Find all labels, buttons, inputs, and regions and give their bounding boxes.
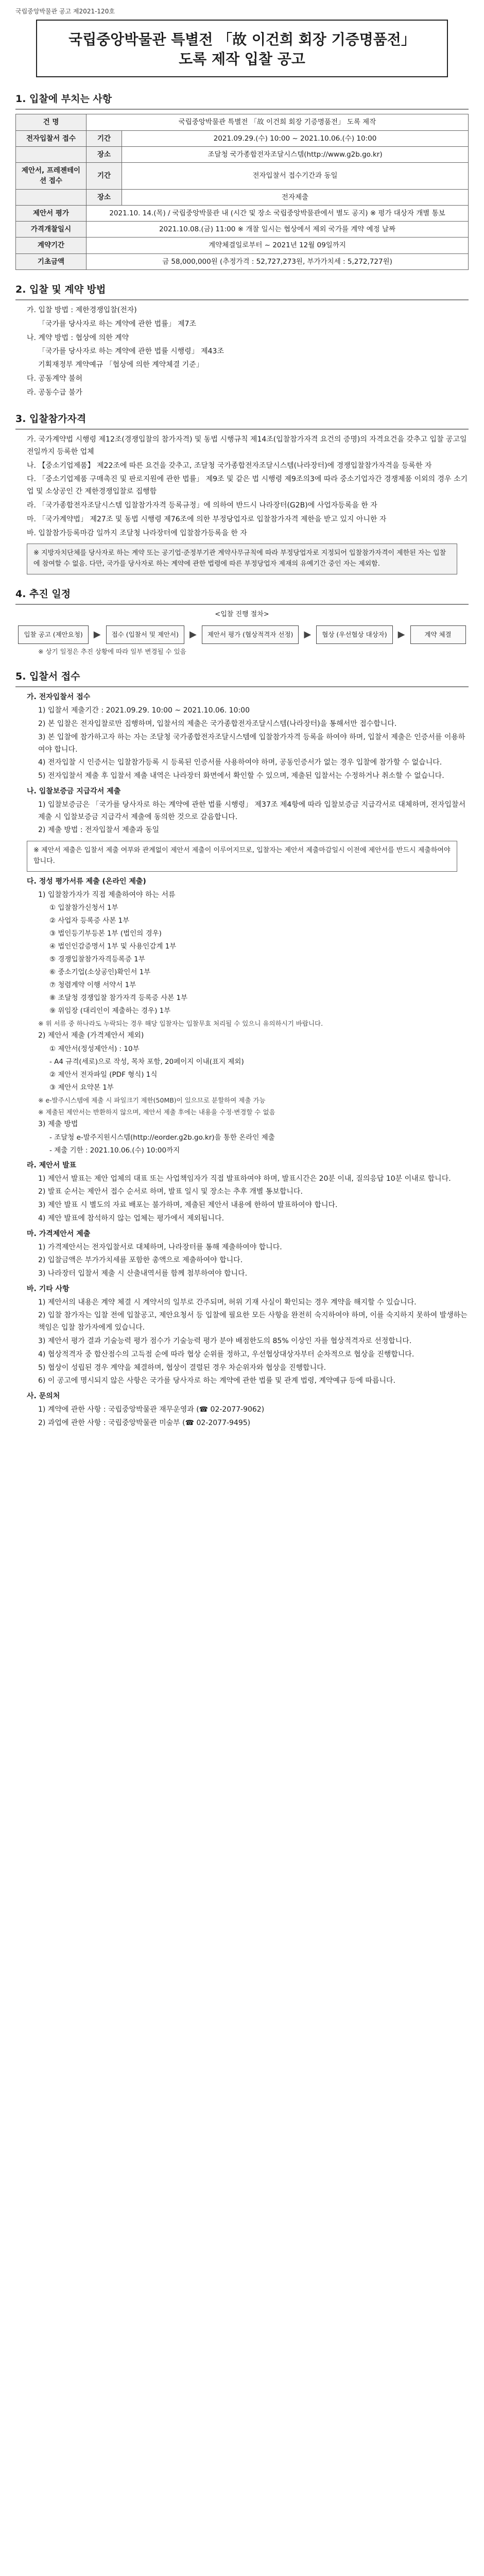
section-5-line: ① 제안서(정성제안서) : 10부 <box>49 1044 140 1053</box>
info-row <box>16 130 469 146</box>
info-row-value: 2021.10. 14.(목) / 국립중앙박물관 내 (시간 및 장소 국립중앙박물관에서 별도 공지) ※ 평가 대상자 개별 통보 <box>87 205 469 221</box>
section-5-line: ⑦ 청렴계약 이행 서약서 1부 <box>49 980 136 989</box>
section-5-note-box: ※ 제안서 제출은 입찰서 제출 여부와 관계없이 제안서 제출이 이루어지므로, 입찰자는 제안서 제출마감일시 이전에 제안서를 반드시 제출하여야 합니다. <box>27 841 457 872</box>
section-5-step: 가. 전자입찰서 접수 <box>27 693 91 702</box>
info-row-value: 전자입찰서 접수기간과 동일 <box>122 163 469 190</box>
section-5-step: 나. 입찰보증금 지급각서 제출 <box>27 787 121 795</box>
title-line-2: 도록 제작 입찰 공고 <box>179 50 305 68</box>
notice-id: 국립중앙박물관 공고 제2021-120호 <box>15 8 115 15</box>
section-5-line: 2) 본 입찰은 전자입찰로만 집행하며, 입찰서의 제출은 국가종합전자조달시스템(나라장터)을 통해서만 접수합니다. <box>38 719 397 728</box>
section-5-line: 1) 제안서 발표는 제안 업체의 대표 또는 사업책임자가 직접 발표하여야 하며, 발표시간은 20분 이내, 질의응답 10분 이내로 합니다. <box>38 1174 451 1183</box>
info-row <box>16 189 469 205</box>
section-5-line: - 조달청 e-발주지원시스템(http://eorder.g2b.go.kr)을 통한 온라인 제출 <box>49 1133 275 1142</box>
section-3-list <box>15 434 469 539</box>
section-5-step: 바. 기타 사항 <box>27 1284 70 1293</box>
section-5-step: 다. 정성 평가서류 제출 (온라인 제출) <box>27 877 146 886</box>
section-5-line: ※ e-발주시스템에 제출 시 파일크기 제한(50MB)이 있으므로 분할하여 제출 가능 <box>38 1096 266 1104</box>
section-5-line: ③ 법인등기부등본 1부 (법인의 경우) <box>49 929 162 938</box>
info-row-label: 제안서, 프레젠테이션 접수 <box>16 163 87 190</box>
flow-arrow-icon: ▶ <box>304 629 312 640</box>
info-row-label: 가격개찰일시 <box>16 222 87 238</box>
section-5-line: 1) 가격제안서는 전자입찰서로 대체하며, 나라장터를 통해 제출하여야 합니다. <box>38 1243 282 1251</box>
section-2-item: 나. 계약 방법 : 협상에 의한 계약 <box>27 333 129 342</box>
info-row-label: 기초금액 <box>16 253 87 269</box>
info-row-label <box>16 189 87 205</box>
section-5-line: ④ 법인인감증명서 1부 및 사용인감계 1부 <box>49 942 177 951</box>
section-3-note-box: ※ 지방자치단체를 당사자로 하는 계약 또는 공기업·준정부기관 계약사무규칙에 따라 부정당업자로 지정되어 입찰참가자격이 제한된 자는 입찰에 참여할 수 없음. 다만, 국가를 당사자로 하는 계약에 관한 법령에 따른 부정당업자 제재의 유예기간 중인 자는 제외함. <box>27 544 457 574</box>
flow-step: 입찰 공고 (제안요청) <box>18 625 88 644</box>
section-2-list <box>15 304 469 399</box>
section-5-step: 사. 문의처 <box>27 1392 60 1401</box>
section-3-heading: 3. 입찰참가자격 <box>15 411 469 430</box>
info-row-value: 금 58,000,000원 (추정가격 : 52,727,273원, 부가가치세 : 5,272,727원) <box>87 253 469 269</box>
section-5-line: ② 제안서 전자파일 (PDF 형식) 1식 <box>49 1070 158 1079</box>
section-5-line: 2) 입찰금액은 부가가치세를 포함한 총액으로 제출하여야 합니다. <box>38 1256 243 1265</box>
info-row-value: 조달청 국가종합전자조달시스템(http://www.g2b.go.kr) <box>122 146 469 162</box>
section-3-item: 라. 「국가종합전자조달시스템 입찰참가자격 등록규정」에 의하여 반드시 나라장터(G2B)에 사업자등록을 한 자 <box>27 501 377 510</box>
title-line-1: 국립중앙박물관 특별전 「故 이건희 회장 기증명품전」 <box>68 31 416 48</box>
section-5-line: ⑤ 경쟁입찰참가자격등록증 1부 <box>49 955 145 964</box>
section-5-line: 1) 입찰참가자가 직접 제출하여야 하는 서류 <box>38 890 176 899</box>
section-5-content <box>15 691 469 1429</box>
info-row-sublabel: 기간 <box>87 163 122 190</box>
section-3-item: 나. 【중소기업제품】 제22조에 따른 요건을 갖추고, 조달청 국가종합전자조달시스템(나라장터)에 경쟁입찰참가자격을 등록한 자 <box>27 461 432 470</box>
section-5-line: 6) 이 공고에 명시되지 않은 사항은 국가를 당사자로 하는 계약에 관한 법률 및 관계 법령, 계약예규 등에 따릅니다. <box>38 1377 395 1385</box>
info-row-value: 2021.09.29.(수) 10:00 ~ 2021.10.06.(수) 10:00 <box>122 130 469 146</box>
section-3-item: 바. 입찰참가등록마감 일까지 조달청 나라장터에 입찰참가등록을 한 자 <box>27 529 247 537</box>
flow-arrow-icon: ▶ <box>397 629 405 640</box>
info-row-sublabel: 장소 <box>87 146 122 162</box>
section-1-heading: 1. 입찰에 부치는 사항 <box>15 91 469 110</box>
section-2-item: 다. 공동계약 불허 <box>27 375 83 383</box>
section-2-heading: 2. 입찰 및 계약 방법 <box>15 281 469 300</box>
section-5-line: 5) 전자입찰서 제출 후 입찰서 제출 내역은 나라장터 화면에서 확인할 수 있으며, 제출된 입찰서는 수정하거나 취소할 수 없습니다. <box>38 772 444 781</box>
flow-step: 제안서 평가 (협상적격자 선정) <box>202 625 299 644</box>
info-row <box>16 253 469 269</box>
info-row-label: 건 명 <box>16 114 87 130</box>
info-row <box>16 163 469 190</box>
title-box <box>36 20 448 77</box>
flow-title: <입찰 진행 절차> <box>215 611 269 619</box>
section-5-line: 3) 나라장터 입찰서 제출 시 산출내역서를 함께 첨부하여야 합니다. <box>38 1269 248 1278</box>
section-5-line: 1) 제안서의 내용은 계약 체결 시 계약서의 일부로 간주되며, 허위 기재 사실이 확인되는 경우 계약을 해지할 수 있습니다. <box>38 1298 417 1307</box>
info-row-value: 전자제출 <box>122 189 469 205</box>
info-row-sublabel: 기간 <box>87 130 122 146</box>
info-row <box>16 146 469 162</box>
section-5-line: ① 입찰참가신청서 1부 <box>49 904 118 912</box>
section-5-line: 4) 제안 발표에 참석하지 않는 업체는 평가에서 제외됩니다. <box>38 1214 224 1223</box>
section-5-line: 2) 과업에 관한 사항 : 국립중앙박물관 미술부 (☎ 02-2077-9495) <box>38 1418 251 1427</box>
section-5-line: 2) 제안서 제출 (가격제안서 제외) <box>38 1031 144 1040</box>
section-5-line: 3) 제안서 평가 결과 기술능력 평가 점수가 기술능력 평가 분야 배점한도의 85% 이상인 자를 협상적격자로 선정합니다. <box>38 1337 412 1346</box>
section-5-line: ② 사업자 등록증 사본 1부 <box>49 917 130 925</box>
section-5-line: 5) 협상이 성립된 경우 계약을 체결하며, 협상이 결렬된 경우 차순위자와 협상을 진행합니다. <box>38 1363 326 1372</box>
flow-arrow-icon: ▶ <box>93 629 101 640</box>
section-2-item: 기획재정부 계약예규 「협상에 의한 계약체결 기준」 <box>38 361 203 369</box>
info-row-label: 전자입찰서 접수 <box>16 130 87 146</box>
section-2-item: 가. 입찰 방법 : 제한경쟁입찰(전자) <box>27 306 137 315</box>
info-row-value: 2021.10.08.(금) 11:00 ※ 개찰 일시는 협상에서 제외 국가를 계약 예정 날짜 <box>87 222 469 238</box>
section-5-line: ※ 위 서류 중 하나라도 누락되는 경우 해당 입찰자는 입찰무효 처리될 수 있으니 유의하시기 바랍니다. <box>38 1019 323 1027</box>
info-row-value: 계약체결일로부터 ~ 2021년 12월 09일까지 <box>87 238 469 253</box>
info-row <box>16 238 469 253</box>
section-5-line: - 제출 기한 : 2021.10.06.(수) 10:00까지 <box>49 1146 180 1155</box>
section-5-line: 4) 협상적격자 중 합산점수의 고득점 순에 따라 협상 순위를 정하고, 우선협상대상자부터 순차적으로 협상을 진행합니다. <box>38 1350 414 1359</box>
bid-info-table <box>15 114 469 270</box>
section-2-item: 라. 공동수급 불가 <box>27 388 83 397</box>
flow-arrow-icon: ▶ <box>189 629 197 640</box>
section-5-line: 4) 전자입찰 시 인증서는 입찰참가등록 시 등록된 인증서를 사용하여야 하며, 공동인증서가 없는 경우 입찰에 참가할 수 없습니다. <box>38 758 442 767</box>
section-5-line: 1) 입찰서 제출기간 : 2021.09.29. 10:00 ~ 2021.10.06. 10:00 <box>38 706 250 715</box>
section-5-line: 2) 발표 순서는 제안서 접수 순서로 하며, 발표 일시 및 장소는 추후 개별 통보합니다. <box>38 1188 303 1196</box>
section-5-line: ※ 제출된 제안서는 반환하지 않으며, 제안서 제출 후에는 내용을 수정·변경할 수 없음 <box>38 1108 275 1116</box>
section-5-line: 1) 입찰보증금은 「국가를 당사자로 하는 계약에 관한 법률 시행령」 제37조 제4항에 따라 입찰보증금 지급각서로 대체하며, 전자입찰서 제출 시 입찰보증금 지급각서 제출에 동의한 것으로 갈음합니다. <box>38 800 466 821</box>
info-row-label: 계약기간 <box>16 238 87 253</box>
info-row-label <box>16 146 87 162</box>
info-row-sublabel: 장소 <box>87 189 122 205</box>
flow-step: 계약 체결 <box>410 625 466 644</box>
section-5-step: 라. 제안서 발표 <box>27 1161 77 1170</box>
schedule-footnote: ※ 상기 일정은 추진 상황에 따라 일부 변경될 수 있음 <box>38 647 186 655</box>
section-5-line: ⑧ 조달청 경쟁입찰 참가자격 등록증 사본 1부 <box>49 993 188 1002</box>
section-2-item: 「국가를 당사자로 하는 계약에 관한 법률 시행령」 제43조 <box>38 347 224 356</box>
section-2-item: 「국가를 당사자로 하는 계약에 관한 법률」 제7조 <box>38 319 197 328</box>
section-5-heading: 5. 입찰서 접수 <box>15 668 469 687</box>
info-row-label: 제안서 평가 <box>16 205 87 221</box>
section-5-line: - A4 규격(세로)으로 작성, 목차 포함, 20페이지 이내(표지 제외) <box>49 1057 244 1066</box>
section-3-item: 다. 「중소기업제품 구매촉진 및 판로지원에 관한 법률」 제9조 및 같은 법 시행령 제9조의3에 따라 중소기업자간 경쟁제품 이외의 경우 소기업 및 소상공인 간 제한경쟁입찰로 집행함 <box>27 475 468 496</box>
section-5-line: 3) 본 입찰에 참가하고자 하는 자는 조달청 국가종합전자조달시스템에 입찰참가자격 등록을 하여야 하며, 입찰서 제출은 인증서를 이용하여야 합니다. <box>38 733 465 754</box>
section-5-line: ⑥ 중소기업(소상공인)확인서 1부 <box>49 968 151 976</box>
section-5-line: 1) 계약에 관한 사항 : 국립중앙박물관 재무운영과 (☎ 02-2077-9062) <box>38 1405 265 1414</box>
section-3-item: 마. 「국가계약법」 제27조 및 동법 시행령 제76조에 의한 부정당업자로 입찰참가자격 제한을 받고 있지 아니한 자 <box>27 515 387 523</box>
section-5-line: 2) 제출 방법 : 전자입찰서 제출과 동일 <box>38 826 160 835</box>
section-5-line: ⑨ 위임장 (대리인이 제출하는 경우) 1부 <box>49 1006 171 1015</box>
section-5-line: 2) 입찰 참가자는 입찰 전에 입찰공고, 제안요청서 등 입찰에 필요한 모든 사항을 완전히 숙지하여야 하며, 이를 숙지하지 못하여 발생하는 책임은 입찰 참가자에게 있습니다. <box>38 1311 468 1332</box>
process-flow <box>15 625 469 644</box>
flow-step: 접수 (입찰서 및 제안서) <box>106 625 184 644</box>
info-row <box>16 114 469 130</box>
section-5-line: ③ 제안서 요약본 1부 <box>49 1083 114 1092</box>
info-row <box>16 222 469 238</box>
section-5-line: 3) 제안 발표 시 별도의 자료 배포는 불가하며, 제출된 제안서 내용에 한하여 발표하여야 합니다. <box>38 1201 338 1210</box>
flow-step: 협상 (우선협상 대상자) <box>316 625 392 644</box>
section-5-line: 3) 제출 방법 <box>38 1120 78 1129</box>
section-4-heading: 4. 추진 일정 <box>15 586 469 605</box>
section-5-step: 마. 가격제안서 제출 <box>27 1229 91 1238</box>
section-3-item: 가. 국가계약법 시행령 제12조(경쟁입찰의 참가자격) 및 동법 시행규칙 제14조(입찰참가자격 요건의 증명)의 자격요건을 갖추고 입찰 공고일 전일까지 등록한 업체 <box>27 435 467 456</box>
info-row-value: 국립중앙박물관 특별전 「故 이건희 회장 기증명품전」 도록 제작 <box>87 114 469 130</box>
info-row <box>16 205 469 221</box>
